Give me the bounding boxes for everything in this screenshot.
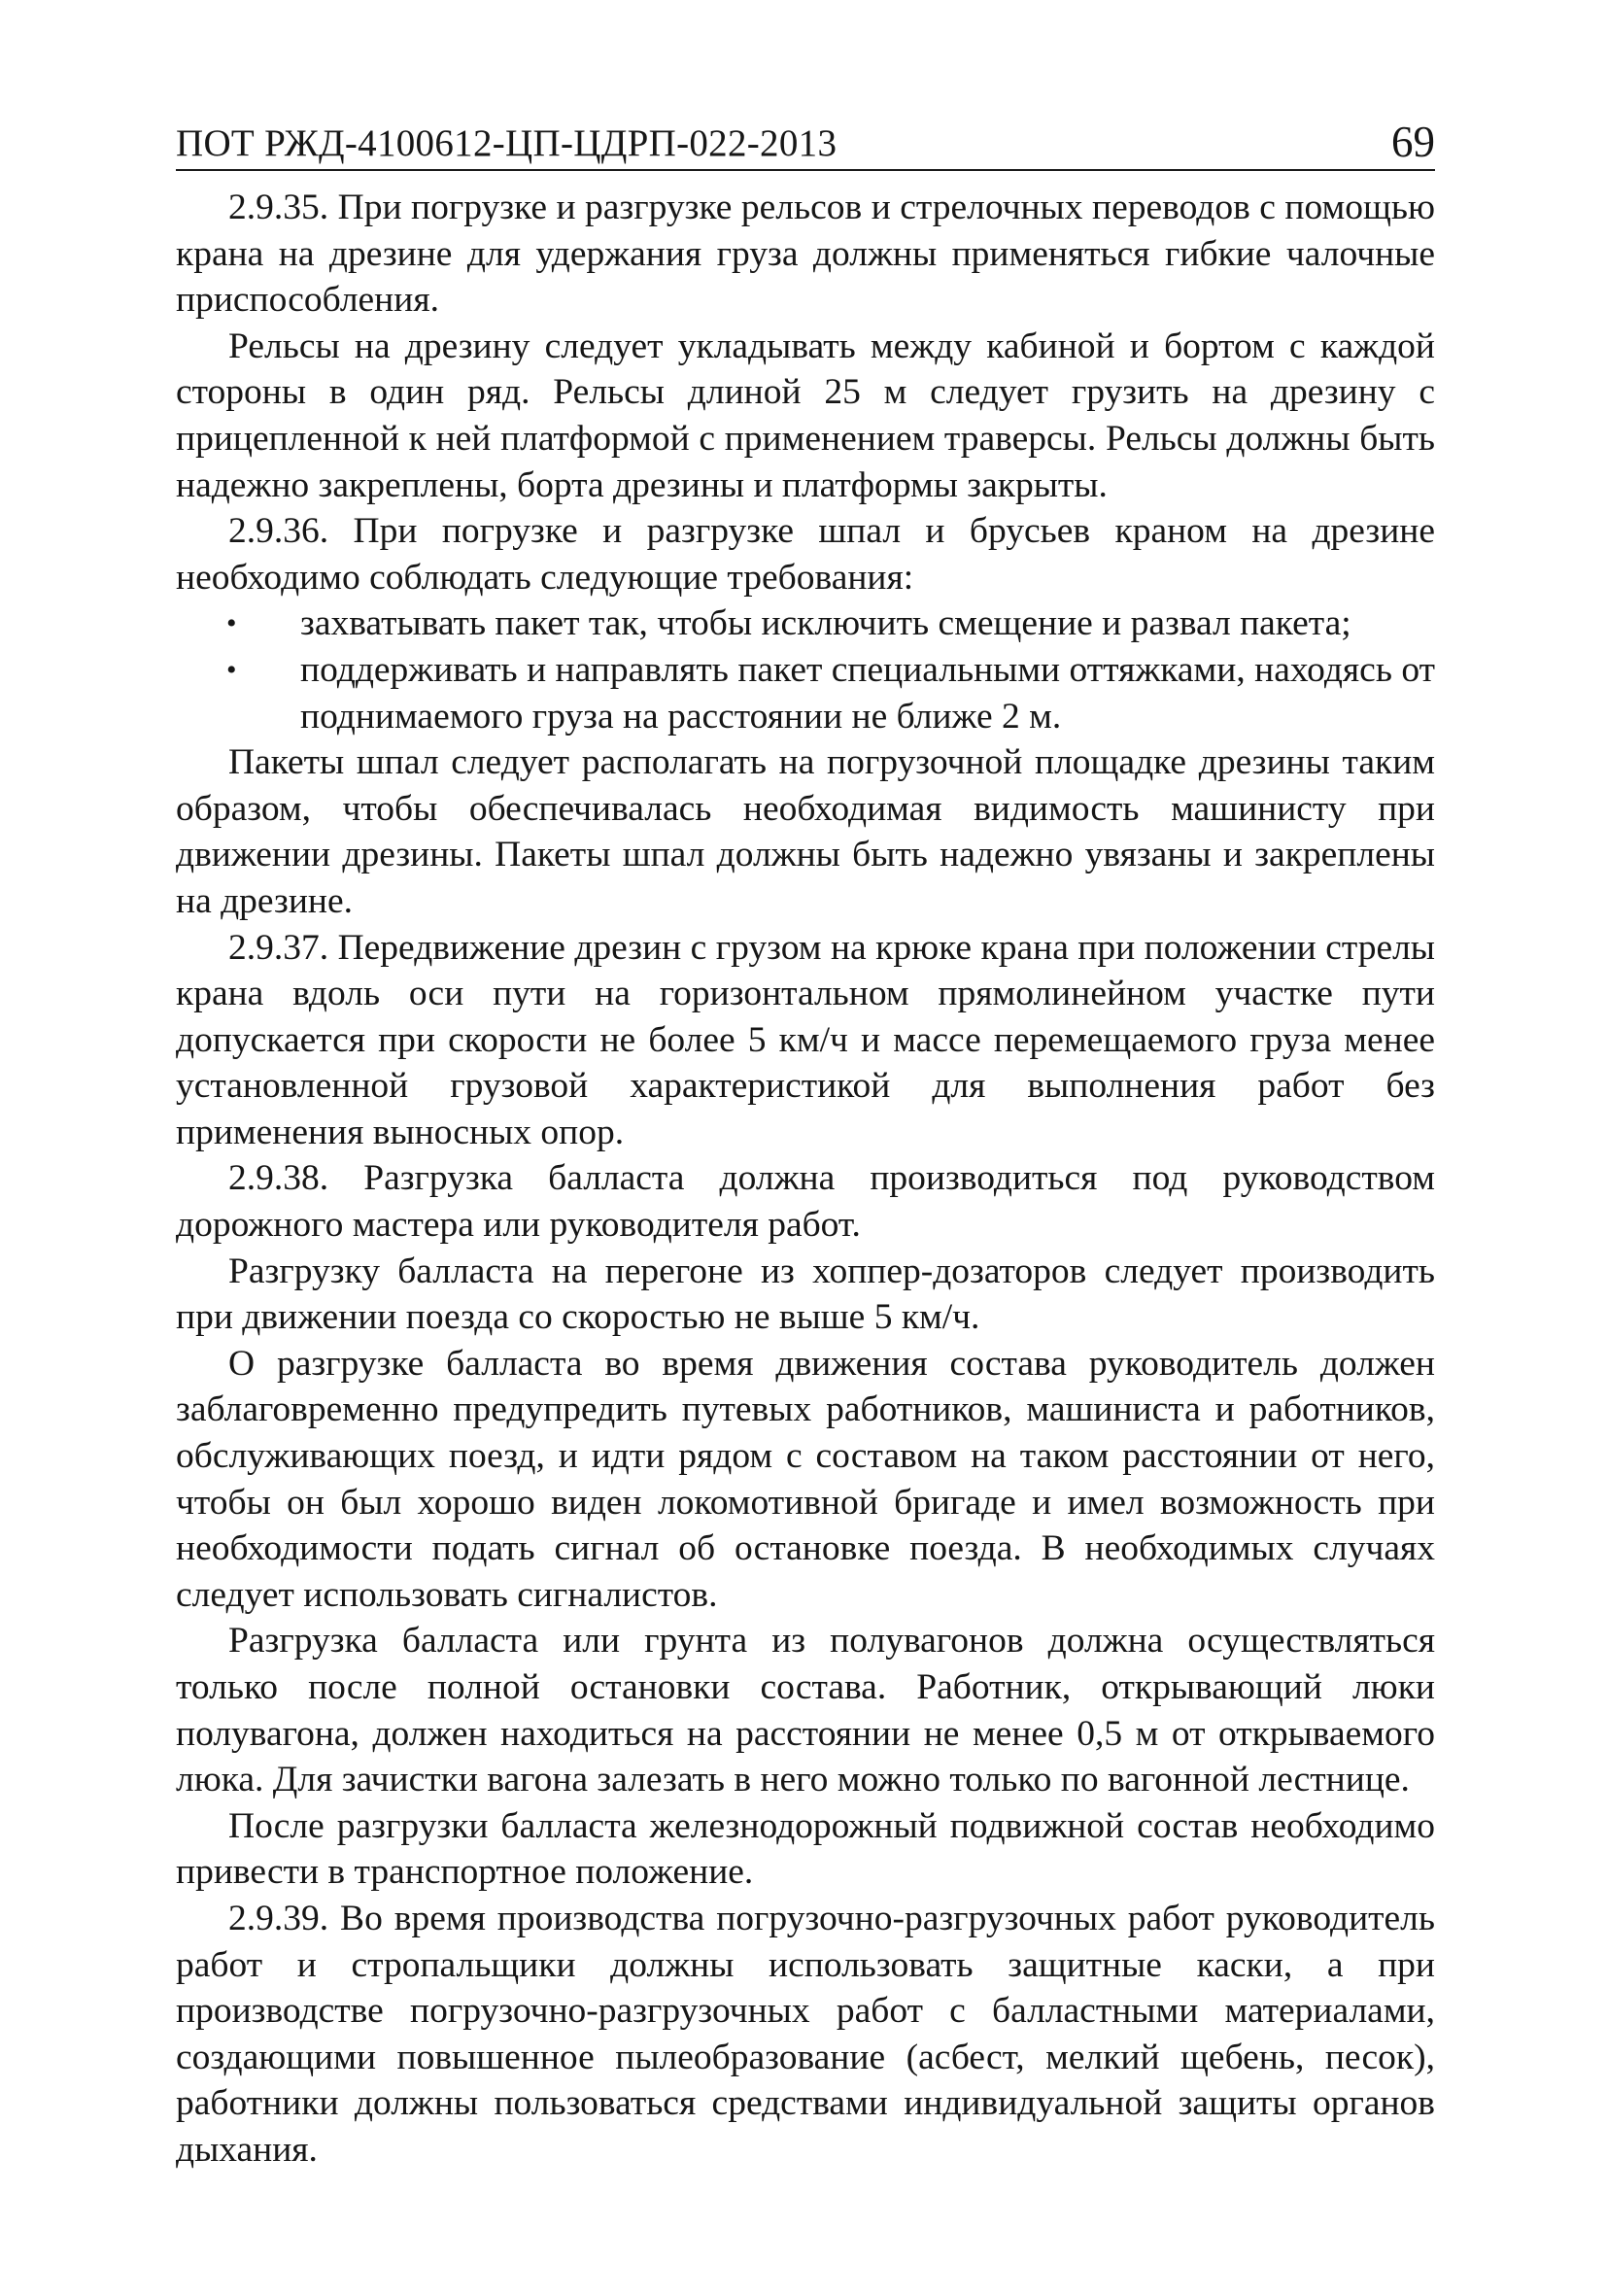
list-item xyxy=(176,600,1435,647)
paragraph-gondola-unloading: Разгрузка балласта или грунта из полувагонов должна осуществляться только после полной остановки состава. Работник, открывающий люки полувагона, должен находиться на расстоянии не менее 0,5 м от открываемого люка. Для зачистки вагона залезать в него можно только по вагонной лестнице. xyxy=(176,1621,1435,1800)
paragraph-rails-loading: Рельсы на дрезину следует укладывать между кабиной и бортом с каждой стороны в один ряд. Рельсы длиной 25 м следует грузить на дрезину с прицепленной к ней платформой с применением траверсы. Рельсы должны быть надежно закреплены, борта дрезины и платформы закрыты. xyxy=(176,326,1435,505)
paragraph-hopper-unloading: Разгрузку балласта на перегоне из хоппер-дозаторов следует производить при движении поезда со скоростью не выше 5 км/ч. xyxy=(176,1251,1435,1338)
document-code: ПОТ РЖД-4100612-ЦП-ЦДРП-022-2013 xyxy=(176,122,838,164)
list-item-text: поддерживать и направлять пакет специальными оттяжками, находясь от поднимаемого груза на расстоянии не ближе 2 м. xyxy=(300,649,1435,737)
bullet-marker: • xyxy=(226,607,237,640)
paragraph-2-9-36: 2.9.36. При погрузке и разгрузке шпал и брусьев краном на дрезине необходимо соблюдать следующие требования: xyxy=(176,511,1435,598)
paragraph-2-9-37: 2.9.37. Передвижение дрезин с грузом на крюке крана при положении стрелы крана вдоль оси пути на горизонтальном прямолинейном участке пути допускается при скорости не более 5 км/ч и массе перемещаемого груза менее установленной грузовой характеристикой для выполнения работ без применения выносных опор. xyxy=(176,927,1435,1152)
paragraph-2-9-39: 2.9.39. Во время производства погрузочно-разгрузочных работ руководитель работ и стропальщики должны использовать защитные каски, а при производстве погрузочно-разгрузочных работ с балластными материалами, создающими повышенное пылеобразование (асбест, мелкий щебень, песок), работники должны пользоваться средствами индивидуальной защиты органов дыхания. xyxy=(176,1898,1435,2170)
paragraph-transport-position: После разгрузки балласта железнодорожный подвижной состав необходимо привести в транспортное положение. xyxy=(176,1805,1435,1893)
requirements-list xyxy=(176,600,1435,739)
paragraph-2-9-38: 2.9.38. Разгрузка балласта должна производиться под руководством дорожного мастера или руководителя работ. xyxy=(176,1158,1435,1246)
list-item-text: захватывать пакет так, чтобы исключить смещение и развал пакета; xyxy=(300,603,1351,644)
paragraph-2-9-35: 2.9.35. При погрузке и разгрузке рельсов и стрелочных переводов с помощью крана на дрезине для удержания груза должны применяться гибкие чалочные приспособления. xyxy=(176,188,1435,321)
page-header xyxy=(176,105,1435,171)
paragraph-sleeper-packets: Пакеты шпал следует располагать на погрузочной площадке дрезины таким образом, чтобы обеспечивалась необходимая видимость машинисту при движении дрезины. Пакеты шпал должны быть надежно увязаны и закреплены на дрезине. xyxy=(176,742,1435,921)
document-page xyxy=(176,105,1435,2174)
paragraph-warning-workers: О разгрузке балласта во время движения состава руководитель должен заблаговременно предупредить путевых работников, машиниста и работников, обслуживающих поезд, и идти рядом с составом на таком расстоянии от него, чтобы он был хорошо виден локомотивной бригаде и имел возможность при необходимости подать сигнал об остановке поезда. В необходимых случаях следует использовать сигналистов. xyxy=(176,1343,1435,1615)
list-item xyxy=(176,647,1435,739)
page-number: 69 xyxy=(1391,118,1435,166)
bullet-marker: • xyxy=(226,653,237,686)
document-body xyxy=(176,185,1435,2174)
